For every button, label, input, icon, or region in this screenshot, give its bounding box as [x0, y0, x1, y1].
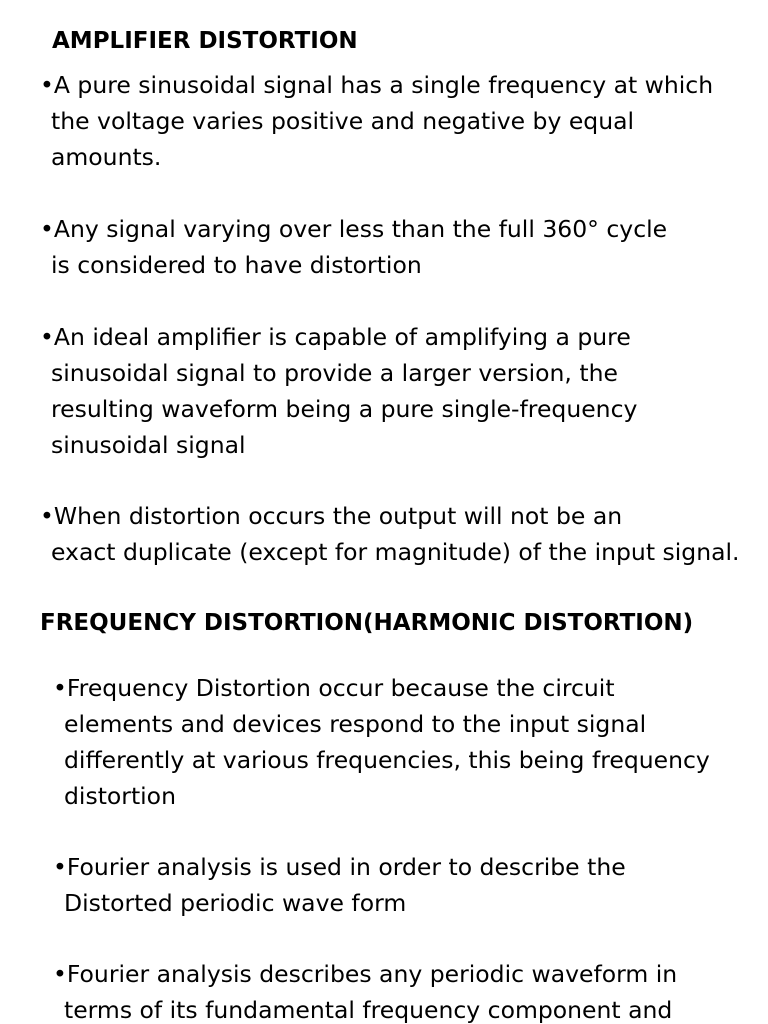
section-heading-frequency-distortion: FREQUENCY DISTORTION(HARMONIC DISTORTION) — [40, 610, 694, 636]
bullet-text: An ideal amplifier is capable of amplifying a pure sinusoidal signal to provide a larger version, the resulting waveform being a pure single-frequency sinusoidal signal — [51, 323, 638, 459]
bullet-360-cycle — [40, 211, 751, 283]
bullet-text: Any signal varying over less than the full 360° cycle is considered to have distortion — [51, 215, 668, 279]
bullet-text: A pure sinusoidal signal has a single frequency at which the voltage varies positive and negative by equal amounts. — [51, 71, 714, 171]
bullet-text: When distortion occurs the output will not be an exact duplicate (except for magnitude) of the input signal. — [51, 502, 740, 566]
bullet-marker: • — [40, 323, 54, 351]
section-heading-amplifier-distortion: AMPLIFIER DISTORTION — [52, 28, 358, 54]
bullet-pure-sinusoidal — [40, 67, 751, 175]
bullet-text: Frequency Distortion occur because the circuit elements and devices respond to the input signal differently at various frequencies, this being frequency distortion — [64, 674, 710, 810]
bullet-marker: • — [40, 215, 54, 243]
bullet-marker: • — [40, 502, 54, 530]
bullet-ideal-amplifier — [40, 319, 751, 463]
bullet-text: Fourier analysis describes any periodic waveform in terms of its fundamental frequency component and — [64, 960, 678, 1024]
bullet-marker: • — [53, 853, 67, 881]
bullet-fourier-analysis-used — [53, 849, 764, 921]
bullet-marker: • — [53, 960, 67, 988]
bullet-when-distortion-occurs — [40, 498, 768, 570]
bullet-text: Fourier analysis is used in order to describe the Distorted periodic wave form — [64, 853, 626, 917]
bullet-marker: • — [53, 674, 67, 702]
bullet-fourier-analysis-describes — [53, 956, 764, 1024]
bullet-marker: • — [40, 71, 54, 99]
bullet-frequency-distortion — [53, 670, 764, 814]
